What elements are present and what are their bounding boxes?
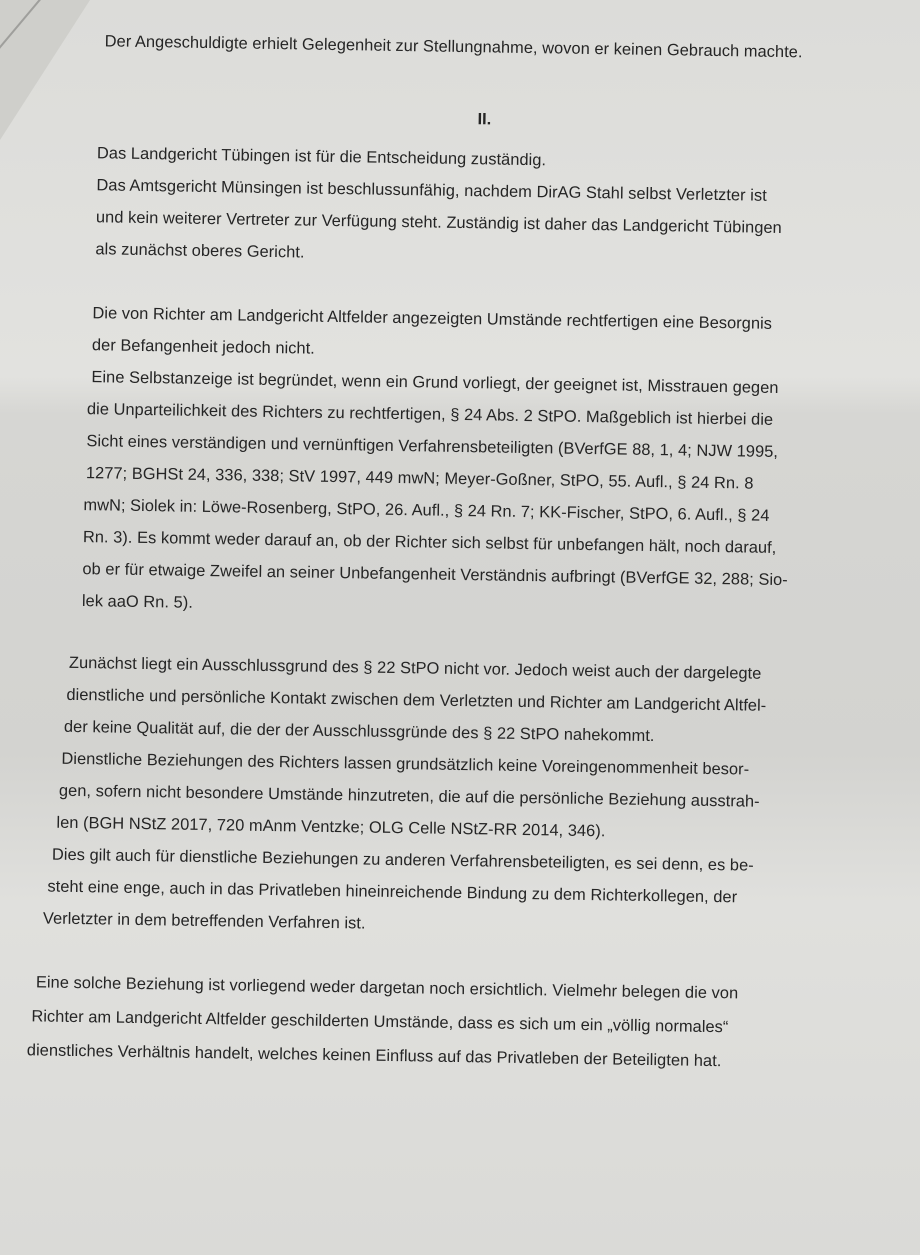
paragraph-line: Sicht eines verständigen und vernünftigen Verfahrensbeteiligten (BVerfGE 88, 1, 4; NJW 1995, <box>86 432 779 461</box>
paragraph-line: als zunächst oberes Gericht. <box>95 240 305 262</box>
paragraph-line: dienstliche und persönliche Kontakt zwischen dem Verletzten und Richter am Landgericht Altfel- <box>66 685 767 715</box>
paragraph-line: steht eine enge, auch in das Privatleben hineinreichende Bindung zu dem Richterkollegen, der <box>47 877 738 907</box>
paragraph-line: len (BGH NStZ 2017, 720 mAnm Ventzke; OLG Celle NStZ-RR 2014, 346). <box>56 813 606 841</box>
paragraph-line: und kein weiterer Vertreter zur Verfügung steht. Zuständig ist daher das Landgericht Tübingen <box>95 208 782 238</box>
paragraph-line: Zunächst liegt ein Ausschlussgrund des § 22 StPO nicht vor. Jedoch weist auch der dargelegte <box>68 653 762 683</box>
paragraph-line: 1277; BGHSt 24, 336, 338; StV 1997, 449 mwN; Meyer-Goßner, StPO, 55. Aufl., § 24 Rn. 8 <box>85 464 754 493</box>
paragraph-line: Eine Selbstanzeige ist begründet, wenn ein Grund vorliegt, der geeignet ist, Misstrauen gegen <box>91 368 779 397</box>
paragraph-line: Das Landgericht Tübingen ist für die Entscheidung zuständig. <box>96 144 547 170</box>
paragraph-line: Eine solche Beziehung ist vorliegend weder dargetan noch ersichtlich. Vielmehr belegen die von <box>35 973 739 1003</box>
paragraph-line: gen, sofern nicht besondere Umstände hinzutreten, die auf die persönliche Beziehung ausstrah- <box>58 781 760 811</box>
paragraph-line: ob er für etwaige Zweifel an seiner Unbefangenheit Verständnis aufbringt (BVerfGE 32, 288; Sio- <box>82 560 788 590</box>
paragraph-line: der Befangenheit jedoch nicht. <box>91 336 316 358</box>
paragraph-line: die Unparteilichkeit des Richters zu rechtfertigen, § 24 Abs. 2 StPO. Maßgeblich ist hierbei die <box>86 400 774 429</box>
paragraph-line: Richter am Landgericht Altfelder geschilderten Umstände, dass es sich um ein „völlig normales“ <box>31 1007 729 1037</box>
intro-line: Der Angeschuldigte erhielt Gelegenheit zur Stellungnahme, wovon er keinen Gebrauch machte. <box>104 32 803 62</box>
paragraph-line: Dies gilt auch für dienstliche Beziehungen zu anderen Verfahrensbeteiligten, es sei denn, es be- <box>51 845 754 875</box>
paragraph-line: Verletzter in dem betreffenden Verfahren ist. <box>42 909 366 933</box>
paragraph-line: der keine Qualität auf, die der der Ausschlussgründe des § 22 StPO nahekommt. <box>63 717 655 746</box>
paragraph-line: Dienstliche Beziehungen des Richters lassen grundsätzlich keine Voreingenommenheit besor- <box>61 749 750 779</box>
paragraph-line: Die von Richter am Landgericht Altfelder angezeigten Umstände rechtfertigen eine Besorgnis <box>92 304 773 333</box>
paragraph-line: dienstliches Verhältnis handelt, welches keinen Einfluss auf das Privatleben der Beteiligten hat. <box>26 1041 722 1071</box>
paragraph-line: Das Amtsgericht Münsingen ist beschlussunfähig, nachdem DirAG Stahl selbst Verletzter ist <box>96 176 767 205</box>
paragraph-line: Rn. 3). Es kommt weder darauf an, ob der Richter sich selbst für unbefangen hält, noch darauf, <box>82 528 777 557</box>
paragraph-line: lek aaO Rn. 5). <box>81 592 194 612</box>
paragraph-line: mwN; Siolek in: Löwe-Rosenberg, StPO, 26. Aufl., § 24 Rn. 7; KK-Fischer, StPO, 6. Aufl., § 24 <box>83 496 770 525</box>
section-heading: II. <box>477 110 492 129</box>
